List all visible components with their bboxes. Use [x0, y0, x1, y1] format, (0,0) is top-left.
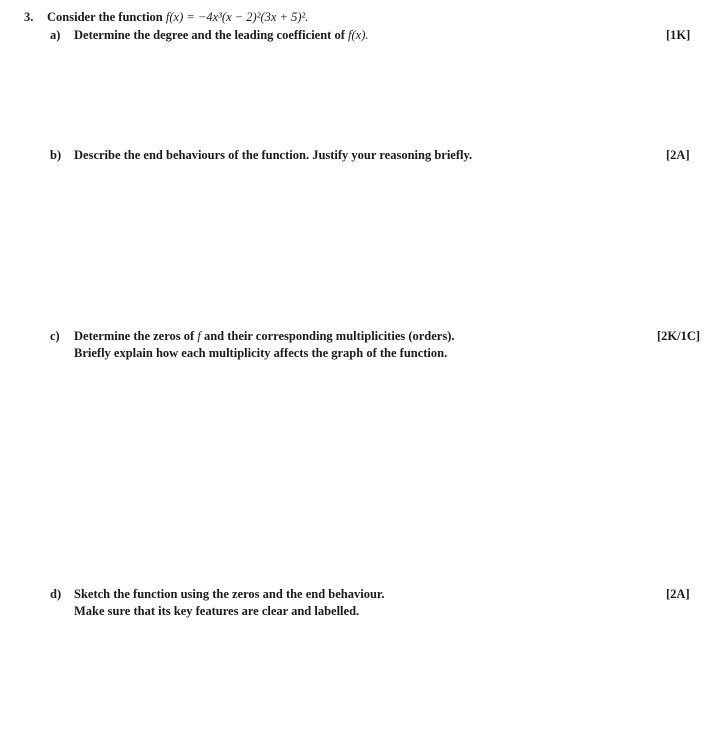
question-number: 3. — [24, 10, 34, 24]
part-d-line-2: Make sure that its key features are clear and labelled. — [74, 604, 360, 618]
part-d-marks: [2A] — [666, 587, 690, 601]
part-c-line-1-post: and their corresponding multiplicities (orders). — [200, 329, 455, 343]
part-a-marks: [1K] — [666, 28, 691, 42]
part-c-var: f — [197, 329, 201, 343]
function-expression: f(x) = −4x³(x − 2)²(3x + 5)². — [165, 10, 309, 24]
part-a-text — [74, 28, 369, 43]
part-c-marks: [2K/1C] — [657, 329, 701, 343]
part-a-line: Determine the degree and the leading coefficient of — [74, 28, 349, 42]
part-c-line-2: Briefly explain how each multiplicity affects the graph of the function. — [74, 346, 448, 360]
part-d-letter: d) — [50, 587, 62, 601]
question-intro: Consider the function — [47, 10, 166, 24]
part-a-math: f(x). — [348, 28, 369, 42]
part-c-letter: c) — [50, 329, 60, 343]
part-c-line-1 — [74, 329, 455, 344]
part-b-marks: [2A] — [666, 148, 690, 162]
part-c-line-1-pre: Determine the zeros of — [74, 329, 198, 343]
part-d-line-1: Sketch the function using the zeros and the end behaviour. — [74, 587, 385, 601]
part-b-text: Describe the end behaviours of the function. Justify your reasoning briefly. — [74, 148, 473, 162]
question-prompt — [47, 10, 308, 25]
part-a-letter: a) — [50, 28, 61, 42]
part-b-letter: b) — [50, 148, 62, 162]
